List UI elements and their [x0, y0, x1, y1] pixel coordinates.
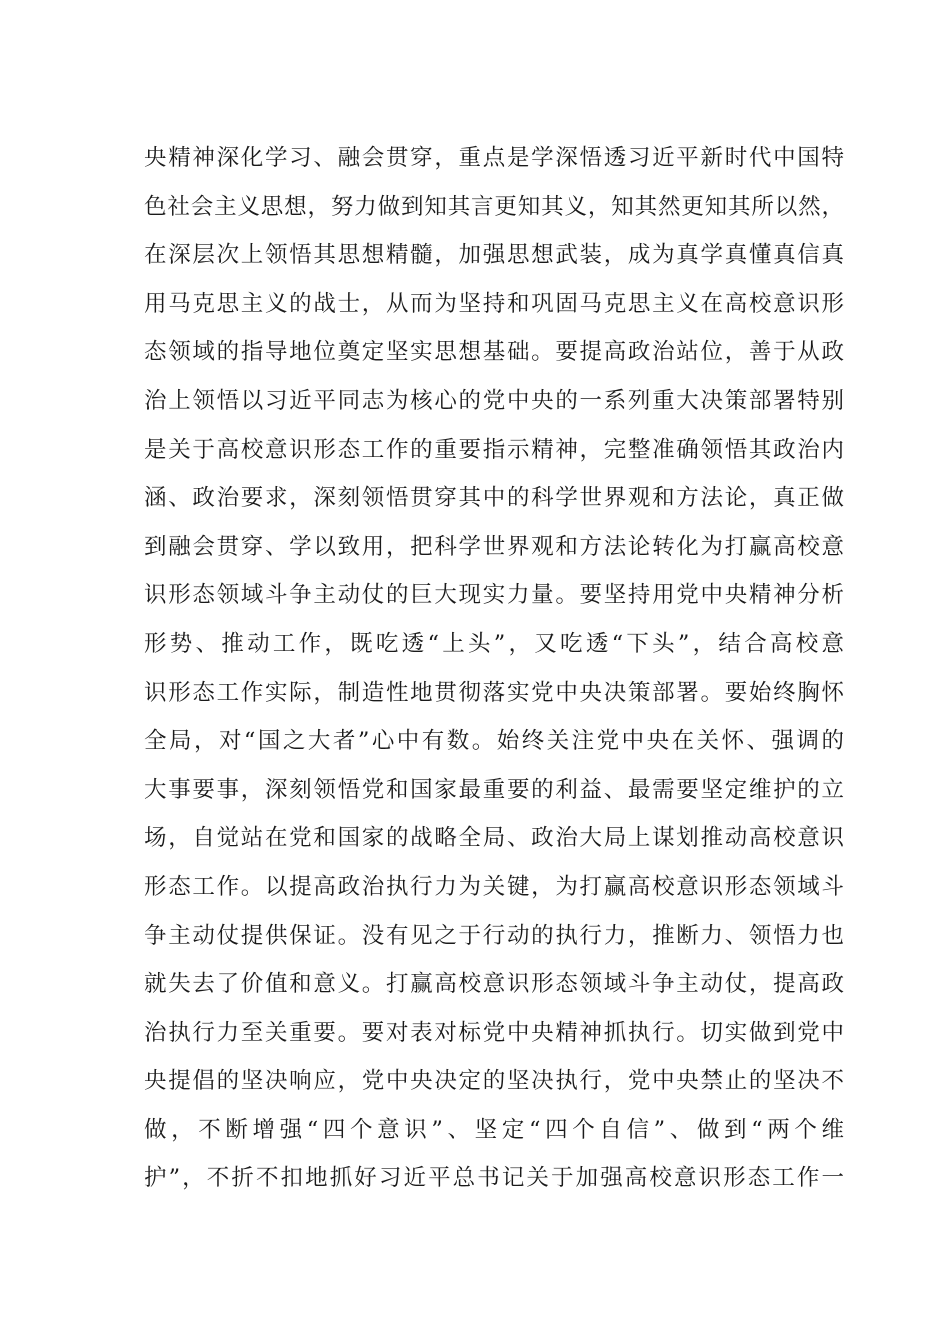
body-paragraph [144, 134, 844, 1203]
text-line-6: 治上领悟以习近平同志为核心的党中央的一系列重大决策部署特别 [144, 387, 844, 414]
text-line-22: 护”，不折不扣地抓好习近平总书记关于加强高校意识形态工作一 [144, 1165, 844, 1192]
text-line-3: 在深层次上领悟其思想精髓，加强思想武装，成为真学真懂真信真 [144, 242, 844, 269]
text-line-11: 形势、推动工作，既吃透“上头”，又吃透“下头”，结合高校意 [144, 630, 844, 657]
text-line-5: 态领域的指导地位奠定坚实思想基础。要提高政治站位，善于从政 [144, 339, 844, 366]
text-line-19: 治执行力至关重要。要对表对标党中央精神抓执行。切实做到党中 [144, 1019, 844, 1046]
text-line-4: 用马克思主义的战士，从而为坚持和巩固马克思主义在高校意识形 [144, 290, 844, 317]
text-line-17: 争主动仗提供保证。没有见之于行动的执行力，推断力、领悟力也 [144, 922, 844, 949]
text-line-2: 色社会主义思想，努力做到知其言更知其义，知其然更知其所以然， [144, 193, 844, 220]
text-line-9: 到融会贯穿、学以致用，把科学世界观和方法论转化为打赢高校意 [144, 533, 844, 560]
text-line-8: 涵、政治要求，深刻领悟贯穿其中的科学世界观和方法论，真正做 [144, 485, 844, 512]
text-line-15: 场，自觉站在党和国家的战略全局、政治大局上谋划推动高校意识 [144, 825, 844, 852]
text-line-16: 形态工作。以提高政治执行力为关键，为打赢高校意识形态领域斗 [144, 873, 844, 900]
text-line-18: 就失去了价值和意义。打赢高校意识形态领域斗争主动仗，提高政 [144, 971, 844, 998]
text-line-10: 识形态领域斗争主动仗的巨大现实力量。要坚持用党中央精神分析 [144, 582, 844, 609]
text-line-21: 做，不断增强“四个意识”、坚定“四个自信”、做到“两个维 [144, 1116, 844, 1143]
text-line-20: 央提倡的坚决响应，党中央决定的坚决执行，党中央禁止的坚决不 [144, 1068, 844, 1095]
text-line-1: 央精神深化学习、融会贯穿，重点是学深悟透习近平新时代中国特 [144, 145, 844, 171]
text-line-14: 大事要事，深刻领悟党和国家最重要的利益、最需要坚定维护的立 [144, 776, 844, 803]
text-line-13: 全局，对“国之大者”心中有数。始终关注党中央在关怀、强调的 [144, 728, 844, 755]
text-line-7: 是关于高校意识形态工作的重要指示精神，完整准确领悟其政治内 [144, 436, 844, 463]
text-line-12: 识形态工作实际，制造性地贯彻落实党中央决策部署。要始终胸怀 [144, 679, 844, 706]
